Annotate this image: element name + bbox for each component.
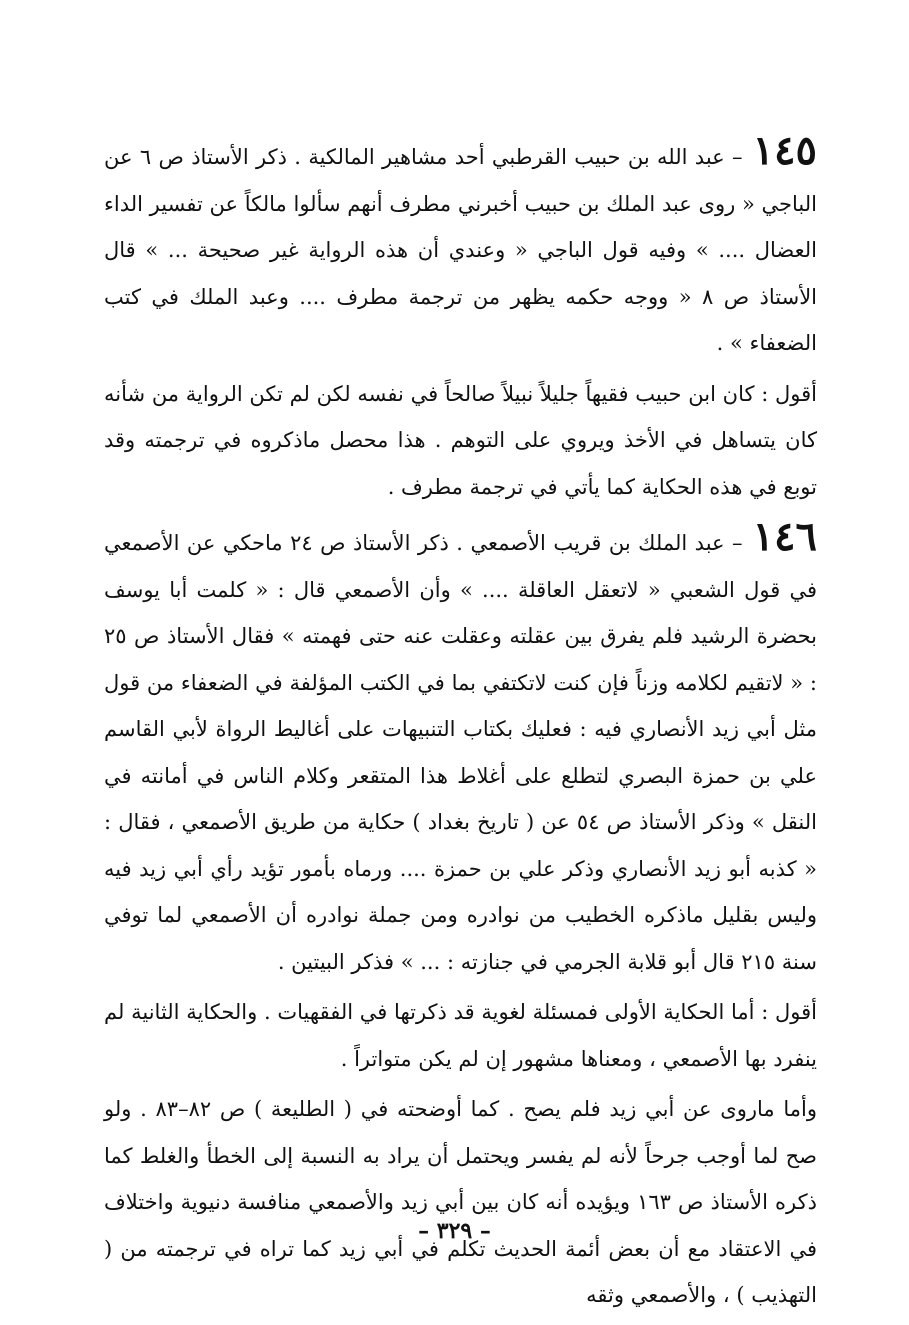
entry-145 — [104, 128, 817, 367]
commentary-146-b — [104, 1086, 817, 1319]
paragraph-text: أقول : كان ابن حبيب فقيهاً جليلاً نبيلاً صالحاً في نفسه لكن لم تكن الرواية من شأنه كان يتساهل في الأخذ ويروي على التوهم . هذا محصل ماذكروه في ترجمته وقد توبع في هذه الحكاية كما يأتي في ترجمة مطرف . — [104, 381, 817, 499]
paragraph-text: أقول : أما الحكاية الأولى فمسئلة لغوية قد ذكرتها في الفقهيات . والحكاية الثانية لم ينفرد بها الأصمعي ، ومعناها مشهور إن لم يكن متواتراً . — [104, 1000, 817, 1071]
page-number: – ٣٢٩ – — [418, 1218, 491, 1244]
commentary-145 — [104, 371, 817, 511]
entry-text: – عبد الله بن حبيب القرطبي أحد مشاهير المالكية . ذكر الأستاذ ص ٦ عن الباجي « روى عبد الملك بن حبيب أخبرني مطرف أنهم سألوا مالكاً عن تفسير الداء العضال .... » وفيه قول الباجي « وعندي أن هذه الرواية غير صحيحة ... » قال الأستاذ ص ٨ « ووجه حكمه يظهر من ترجمة مطرف .... وعبد الملك في كتب الضعفاء » . — [104, 145, 818, 355]
entry-number: ١٤٥ — [752, 127, 817, 174]
commentary-146-a — [104, 989, 817, 1082]
entry-text: – عبد الملك بن قريب الأصمعي . ذكر الأستاذ ص ٢٤ ماحكي عن الأصمعي في قول الشعبي « لاتعقل العاقلة .... » وأن الأصمعي قال : « كلمت أبا يوسف بحضرة الرشيد فلم يفرق بين عقلته وعقلت عنه حتى فهمته » فقال الأستاذ ص ٢٥ : « لاتقيم لكلامه وزناً فإن كنت لاتكتفي بما في الكتب المؤلفة في الضعفاء من قول مثل أبي زيد الأنصاري فيه : فعليك بكتاب التنبيهات على أغاليط الرواة لأبي القاسم علي بن حمزة البصري لتطلع على أغلاط هذا المتقعر وكلام الناس في أمانته في النقل » وذكر الأستاذ ص ٥٤ عن ( تاريخ بغداد ) حكاية من طريق الأصمعي ، فقال : « كذبه أبو زيد الأنصاري وذكر علي بن حمزة .... ورماه بأمور تؤيد رأي أبي زيد فيه وليس بقليل ماذكره الخطيب من نوادره ومن جملة نوادره أن الأصمعي لما توفي سنة ٢١٥ قال أبو قلابة الجرمي في جنازته : ... » فذكر البيتين . — [104, 531, 818, 974]
entry-146 — [104, 514, 817, 985]
paragraph-text: وأما ماروى عن أبي زيد فلم يصح . كما أوضحته في ( الطليعة ) ص ٨٢–٨٣ . ولو صح لما أوجب جرحاً لأنه لم يفسر ويحتمل أن يراد به النسبة إلى الخطأ والغلط كما ذكره الأستاذ ص ١٦٣ ويؤيده أنه كان بين أبي زيد والأصمعي منافسة دنيوية واختلاف في الاعتقاد مع أن بعض أئمة الحديث تكلم في أبي زيد كما تراه في ترجمته من ( التهذيب ) ، والأصمعي وثقه — [104, 1097, 817, 1307]
entry-number: ١٤٦ — [752, 513, 817, 560]
